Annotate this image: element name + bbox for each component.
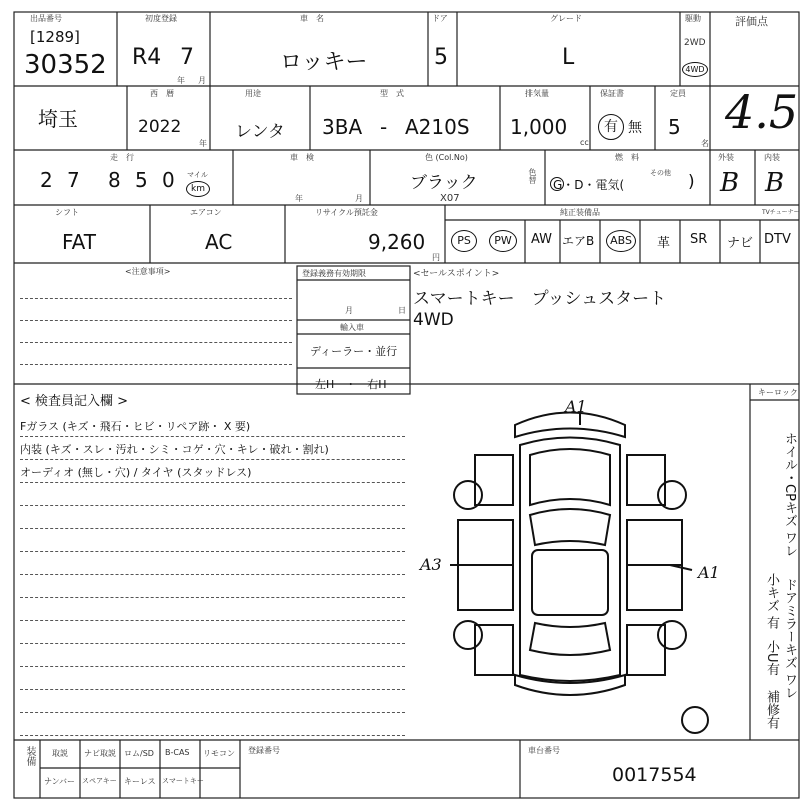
inspector-rule (20, 436, 405, 437)
door-label: ドア (432, 14, 448, 23)
model-year-label: 西 暦 (150, 89, 174, 98)
wheel-front-left (454, 481, 482, 509)
wheel-rear-right (658, 621, 686, 649)
exterior-label: 外装 (718, 153, 734, 162)
inspector-line: オーディオ (無し・穴) / タイヤ (スタッドレス) (20, 466, 252, 479)
color-value: ブラック (410, 173, 478, 193)
model-year-unit: 年 (199, 139, 207, 148)
sales-point: 4WD (413, 310, 454, 330)
inspector-rule (20, 712, 405, 713)
reg-no-label: 登録番号 (248, 746, 280, 755)
reg-expiry-day: 日 (398, 306, 406, 315)
shift-value: FAT (62, 230, 97, 254)
equip-navi: ナビ (727, 236, 754, 251)
vertical-note: ホイル・CPキズ ワレ (782, 432, 797, 558)
chassis-number: 0017554 (612, 764, 697, 786)
inspector-line: 内装 (キズ・スレ・汚れ・シミ・コゲ・穴・キレ・破れ・割れ) (20, 443, 329, 456)
model-year: 2022 (138, 117, 182, 137)
hood (530, 449, 610, 505)
lot-label: 出品番号 (30, 14, 62, 23)
usage: レンタ (235, 122, 285, 142)
mileage-label: 走 行 (110, 153, 134, 162)
lot-number: 30352 (24, 50, 107, 80)
ac-label: エアコン (190, 208, 222, 217)
key-lock-label: キーロック (758, 388, 798, 397)
first-reg-era-year: R4 (132, 45, 162, 70)
shift-label: シフト (55, 208, 79, 217)
tuner-label: TVチューナー (762, 209, 800, 216)
reg-expiry-label: 登録義務有効期限 (302, 269, 366, 278)
fuel-other: その他 (650, 169, 671, 177)
inspector-label: < 検査員記入欄 > (20, 394, 129, 409)
inspector-rule (20, 620, 405, 621)
inspector-rule (20, 551, 405, 552)
ac-value: AC (205, 230, 233, 254)
notes-label: <注意事項> (125, 267, 171, 276)
inspector-rule (20, 482, 405, 483)
rear-glass (530, 623, 610, 655)
equip-aw: AW (531, 232, 553, 247)
score-label: 評価点 (735, 15, 768, 28)
import-value: ディーラー・並行 (310, 345, 398, 358)
warranty-yes-circled: 有 (598, 114, 624, 140)
seats: 5 (668, 115, 681, 139)
inspector-rule (20, 528, 405, 529)
drive-2wd: 2WD (684, 38, 706, 48)
doc-item: スマートキー (162, 777, 204, 785)
fuel-label: 燃 料 (615, 153, 639, 162)
first-reg-month-unit: 月 (198, 76, 206, 85)
grade-value: L (562, 45, 575, 70)
reg-expiry-month: 月 (345, 306, 353, 315)
grade-label: グレード (550, 14, 582, 23)
interior-label: 内装 (764, 153, 780, 162)
drive-label: 駆動 (685, 14, 701, 23)
inspector-rule (20, 643, 405, 644)
car-name: ロッキー (280, 50, 368, 75)
mileage-digit: 0 (162, 168, 175, 192)
color-label: 色 (Col.No) (425, 153, 468, 162)
recycle-value: 9,260 (368, 230, 426, 254)
roof (532, 550, 608, 615)
doc-item: ロム/SD (124, 749, 154, 758)
mileage-digit: 7 (67, 168, 80, 192)
doc-item: ナビ取説 (84, 749, 116, 758)
car-damage-diagram (420, 395, 720, 735)
inspection-year-unit: 年 (295, 194, 303, 203)
inspector-rule (20, 505, 405, 506)
right-rear-fender (627, 625, 665, 675)
equip-pw: PW (489, 230, 517, 252)
inspector-line: Fガラス (キズ・飛石・ヒビ・リペア跡・ X 要) (20, 420, 251, 433)
sales-point: スマートキー プッシュスタート (413, 289, 667, 309)
damage-right: A1 (698, 563, 720, 582)
chassis-label: 車台番号 (528, 746, 560, 755)
docs-label: 装備 (24, 746, 35, 766)
equip-ps: PS (451, 230, 477, 252)
body-outline (520, 438, 620, 682)
front-bumper (515, 413, 625, 438)
left-front-fender (475, 455, 513, 505)
exterior-grade: B (720, 168, 740, 198)
region: 埼玉 (38, 107, 78, 131)
color-code: X07 (440, 193, 460, 204)
right-front-fender (627, 455, 665, 505)
equipment-list (445, 220, 799, 263)
warranty-no: 無 (628, 120, 642, 136)
damage-left: A3 (420, 555, 442, 574)
inspector-rule (20, 666, 405, 667)
vertical-note: 補修有 (764, 690, 779, 729)
spare-wheel (682, 707, 708, 733)
model-label: 型 式 (380, 89, 404, 98)
notes-line (20, 364, 292, 365)
mileage-digit: 5 (135, 168, 148, 192)
recycle-unit: 円 (432, 253, 440, 262)
first-reg-label: 初度登録 (145, 14, 177, 23)
damage-front: A1 (565, 397, 587, 416)
inspection-month-unit: 月 (355, 194, 363, 203)
doc-item: キーレス (124, 777, 156, 786)
fuel-close: ) (688, 172, 695, 192)
notes-line (20, 298, 292, 299)
equip-sr: SR (690, 232, 708, 247)
drive-4wd-circled: 4WD (682, 62, 708, 77)
usage-label: 用途 (245, 89, 261, 98)
displacement: 1,000 (510, 115, 568, 139)
mileage-digit: 2 (40, 168, 53, 192)
import-label: 輸入車 (340, 323, 364, 332)
model-sep: - (380, 115, 388, 139)
equip-abs: ABS (606, 230, 636, 252)
model-prefix: 3BA (322, 115, 363, 139)
score-value: 4.5 (725, 85, 799, 139)
inspector-rule (20, 597, 405, 598)
left-rear-fender (475, 625, 513, 675)
vertical-note: 小U有 (764, 640, 779, 676)
steering-value: 左H ・ 右H (315, 378, 387, 391)
vertical-note: 小キズ 有 (764, 573, 779, 630)
windshield (530, 509, 610, 545)
lot-code: [1289] (30, 28, 80, 46)
fuel-options: G・D・電気( (553, 178, 625, 192)
inspector-rule (20, 689, 405, 690)
interior-grade: B (765, 168, 785, 198)
first-reg-month: 7 (180, 45, 194, 70)
doc-item: ナンバー (44, 777, 76, 786)
inspector-rule (20, 735, 405, 736)
equip-dtv: DTV (764, 232, 791, 247)
equipment-label: 純正装備品 (560, 208, 600, 217)
doc-item: スペアキー (82, 777, 117, 785)
doc-item: リモコン (203, 749, 235, 758)
wheel-rear-left (454, 621, 482, 649)
cc-label: 排気量 (525, 89, 549, 98)
notes-line (20, 342, 292, 343)
inspector-rule (20, 459, 405, 460)
seats-label: 定員 (670, 89, 686, 98)
equip-leather: 革 (657, 236, 671, 251)
mileage-unit-alt: マイル (187, 171, 208, 179)
seats-unit: 名 (701, 139, 709, 148)
model-code: A210S (405, 115, 470, 139)
notes-line (20, 320, 292, 321)
door-count: 5 (434, 45, 448, 70)
wheel-front-right (658, 481, 686, 509)
cc-unit: cc (580, 138, 589, 147)
sales-points-label: <セールスポイント> (413, 269, 500, 279)
vertical-note: ドアミラーキズ ワレ (782, 578, 797, 700)
recycle-label: リサイクル預託金 (315, 208, 378, 217)
color-change-label: 色替 (528, 168, 537, 184)
inspector-rule (20, 574, 405, 575)
car-name-label: 車 名 (300, 14, 324, 23)
equip-airbag: エアB (562, 234, 595, 248)
mileage-unit-circled: km (186, 181, 210, 197)
first-reg-year-unit: 年 (177, 76, 185, 85)
doc-item: B-CAS (165, 748, 190, 757)
doc-item: 取説 (52, 749, 68, 758)
inspection-label: 車 検 (290, 153, 314, 162)
warranty-label: 保証書 (600, 89, 624, 98)
mileage-digit: 8 (108, 168, 121, 192)
